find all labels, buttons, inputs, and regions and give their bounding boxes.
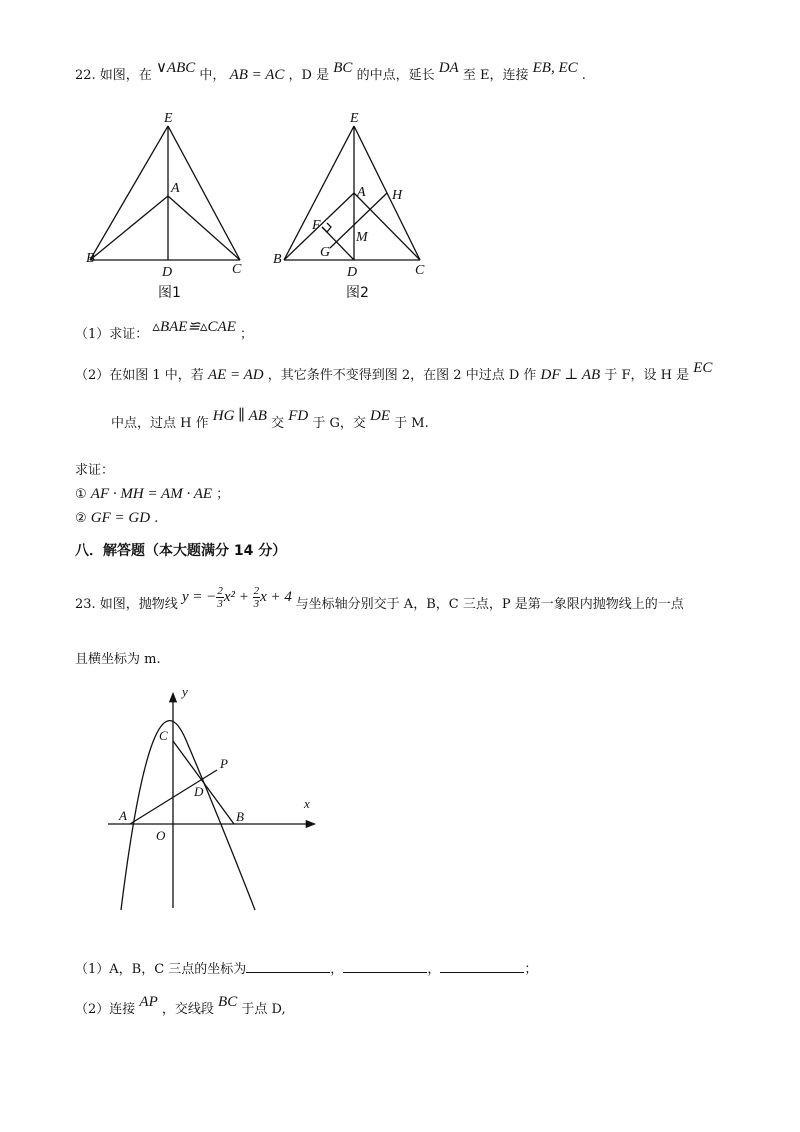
q23-segment-cb [173, 741, 234, 824]
q22-text: 的中点，延长 [356, 68, 435, 83]
q23-part2-ap: AP [139, 994, 158, 1010]
fig2-label-m: M [356, 230, 368, 245]
q22-part2-df-perp: DF ⊥ AB [540, 367, 601, 383]
q23-label-d: D [194, 784, 204, 799]
fig2-label-b: B [273, 252, 282, 267]
q22-part2-text: 于 G，交 [312, 416, 366, 431]
q23-part2-text: ，交线段 [161, 1002, 214, 1017]
q22-part1-prefix: （1）求证： [75, 327, 149, 342]
q22-part2-line2 [111, 408, 429, 432]
q22-part2-de: DE [370, 408, 391, 424]
fig1-label-b: B [86, 251, 95, 266]
q23-frac-1-num: 2 [217, 585, 223, 597]
q23-answer-blank-a[interactable] [246, 960, 330, 973]
q22-text: 至 E，连接 [462, 68, 529, 83]
q23-frac-1 [216, 585, 224, 610]
q23-frac-2-num: 2 [253, 585, 260, 597]
q23-part1-sep: ， [330, 962, 344, 977]
q23-label-a: A [119, 808, 127, 823]
q23-equation [181, 585, 296, 610]
q22-da: DA [438, 60, 459, 76]
fig1-segment-eb [90, 126, 168, 260]
q23-part1 [75, 958, 537, 977]
section-8-heading: 八．解答题（本大题满分 14 分） [75, 543, 287, 559]
q22-part2-text: ，其它条件不变得到图 2，在图 2 中过点 D 作 [267, 368, 537, 383]
q23-label-p: P [220, 756, 228, 771]
fig1-label-d: D [162, 265, 173, 278]
q23-statement-2: 且横坐标为 m. [75, 652, 161, 667]
q23-frac-1-den: 3 [217, 598, 223, 610]
q23-part2 [75, 994, 286, 1018]
q23-parabola-curve [121, 721, 255, 910]
q22-bc: BC [333, 60, 353, 76]
fig2-label-h: H [392, 188, 403, 203]
fig2-segment-ac [354, 193, 420, 260]
q22-part2-line1 [75, 360, 713, 384]
fig2-right-angle-mark [322, 223, 331, 232]
q22-part2-ae-ad: AE = AD [207, 367, 264, 383]
fig2-label-d: D [347, 265, 358, 278]
fig2-label-e: E [350, 111, 359, 126]
fig1-segment-ac [168, 196, 240, 260]
q23-answer-blank-c[interactable] [440, 960, 524, 973]
q22-fig1-caption: 图1 [158, 285, 181, 301]
q23-label-y: y [182, 684, 188, 699]
q23-number: 23. 如图，抛物线 [75, 596, 178, 612]
q23-text: 与坐标轴分别交于 A，B，C 三点，P 是第一象限内抛物线上的一点 [295, 596, 684, 612]
q23-label-o: O [156, 828, 166, 843]
q23-eq-y: y = − [181, 588, 217, 605]
q22-part2-text: 中点，过点 H 作 [111, 416, 209, 431]
q22-item2-end: . [154, 511, 159, 526]
q23-answer-blank-b[interactable] [343, 960, 427, 973]
fig1-label-c: C [232, 262, 242, 277]
q22-part2-text: 于 F，设 H 是 [604, 368, 690, 383]
q22-part1 [75, 319, 254, 343]
q22-triangle-abc: ∨ABC [155, 60, 196, 76]
q22-part2-fd: FD [288, 408, 309, 424]
q23-label-b: B [236, 809, 244, 824]
fig1-segment-ab [90, 196, 168, 260]
q22-part2-text: 于 M. [394, 416, 429, 431]
fig2-label-a: A [357, 185, 366, 200]
q22-item1-math: AF · MH = AM · AE [90, 486, 213, 502]
q23-statement [75, 585, 684, 617]
q23-part2-text: 于点 D, [241, 1002, 286, 1017]
q22-part2-text: 交 [271, 416, 285, 431]
q22-prove-label: 求证： [75, 463, 115, 478]
q22-part2-hg-parallel: HG ∥ AB [212, 408, 267, 424]
q22-eb-ec: EB, EC [532, 60, 578, 76]
q23-eq-tail: x + 4 [260, 588, 292, 605]
q23-eq-x2: x² + [223, 588, 249, 605]
q23-frac-2-den: 3 [253, 598, 260, 610]
q22-text: 中， [199, 68, 226, 83]
q22-fig2-caption: 图2 [346, 285, 369, 301]
q22-ab-eq-ac: AB = AC [229, 67, 285, 83]
q22-text: ，D 是 [288, 68, 330, 83]
q22-number: 22. 如图，在 [75, 68, 152, 83]
q23-label-c: C [159, 728, 168, 743]
q22-part1-congruence: ▵BAE≌▵CAE [152, 319, 236, 335]
fig2-label-c: C [415, 263, 425, 278]
q23-label-x: x [304, 796, 310, 811]
fig2-label-f: F [312, 218, 321, 233]
q22-item2-marker: ② [75, 511, 87, 526]
q23-part2-text: （2）连接 [75, 1002, 136, 1017]
q23-part2-bc: BC [218, 994, 238, 1010]
q22-item1 [75, 483, 229, 503]
q22-item1-end: ； [216, 487, 230, 502]
q22-statement [75, 60, 586, 84]
q23-parabola-graph [100, 682, 330, 914]
q22-item2-math: GF = GD [90, 510, 151, 526]
q22-figure-1 [80, 108, 260, 278]
q22-item2 [75, 510, 158, 527]
q23-part1-text: （1）A，B，C 三点的坐标为 [75, 962, 247, 977]
q22-item1-marker: ① [75, 487, 87, 502]
q22-part2-ec: EC [693, 360, 713, 376]
q22-part2-text: （2）在如图 1 中，若 [75, 368, 204, 383]
q22-part1-suffix: ； [240, 327, 254, 342]
fig2-segment-eb [284, 126, 354, 260]
fig2-label-g: G [320, 245, 331, 260]
fig1-label-e: E [164, 111, 173, 126]
q22-figure-2 [270, 108, 440, 278]
q23-part1-end: ； [524, 962, 538, 977]
q22-text: . [581, 68, 586, 83]
q23-part1-sep: ， [427, 962, 441, 977]
fig1-label-a: A [171, 181, 180, 196]
